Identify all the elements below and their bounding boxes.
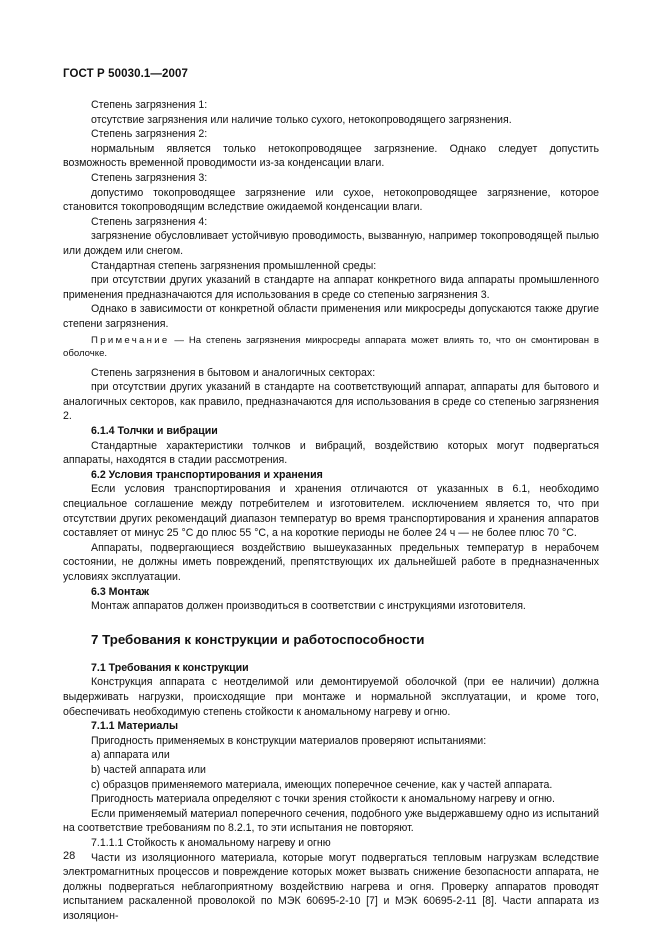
paragraph: Степень загрязнения 3: [91, 171, 208, 184]
document-header: ГОСТ Р 50030.1—2007 [63, 68, 188, 80]
section-heading: 6.1.4 Толчки и вибрации [91, 425, 218, 438]
paragraph: при отсутствии других указаний в стандарте на соответствующий аппарат, аппараты для бытового и аналогичных секторов, как правило, предназначаются для использования в среде со степенью загрязнения 2. [63, 381, 599, 423]
paragraph: при отсутствии других указаний в стандарте на аппарат конкретного вида аппараты промышленного применения предназначаются для использования в среде со степенью загрязнения 3. [63, 274, 599, 301]
paragraph: Пригодность применяемых в конструкции материалов проверяют испытаниями: [91, 734, 487, 747]
paragraph: Степень загрязнения 1: [91, 99, 208, 111]
paragraph: Степень загрязнения в бытовом и аналогичных секторах: [91, 366, 376, 379]
list-item: b) частей аппарата или [91, 763, 206, 776]
note [63, 334, 599, 361]
chapter-heading: 7 Требования к конструкции и работоспособности [91, 631, 425, 647]
paragraph: Степень загрязнения 2: [91, 128, 208, 141]
section-heading: 6.3 Монтаж [91, 585, 149, 598]
paragraph: Пригодность материала определяют с точки зрения стойкости к аномальному нагреву и огню. [91, 793, 555, 806]
paragraph: Если условия транспортирования и хранения отличаются от указанных в 6.1, необходимо специальное соглашение между потребителем и изготовителем. исключением является то, что при отсутствии других рекомендаций диапазон температур во время транспортирования и хранения аппаратов составляет от минус 25 °С до плюс 55 °С, а на короткие периоды не более 24 ч — не более плюс 70 °С. [63, 483, 599, 540]
paragraph: нормальным является только нетокопроводящее загрязнение. Однако следует допустить возможность временной проводимости из-за конденсации влаги. [63, 142, 599, 170]
paragraph: Конструкция аппарата с неотделимой или демонтируемой оболочкой (при ее наличии) должна выдерживать нагрузки, происходящие при монтаже и нормальной эксплуатации, и кроме того, обеспечивать необходимую степень стойкости к аномальному нагреву и огню. [63, 676, 599, 718]
note-text: — На степень загрязнения микросреды аппарата может влиять то, что он смонтирован в оболочке. [63, 334, 599, 360]
page-number: 28 [63, 850, 76, 862]
section-heading: 7.1 Требования к конструкции [91, 661, 249, 674]
paragraph: Части из изоляционного материала, которые могут подвергаться тепловым нагрузкам вследствие электромагнитных процессов и повреждение которых может вызвать снижение безопасности аппарата, не должны подвергаться неблагоприятному воздействию нагрева и огня. Проверку аппаратов проводят испытанием раскаленной проволокой по МЭК 60695-2-10 [7] и МЭК 60695-2-11 [8]. Части аппарата из изоляцион- [63, 851, 599, 922]
list-item: а) аппарата или [91, 749, 170, 762]
paragraph: загрязнение обусловливает устойчивую проводимость, вызванную, например токопроводящей пылью или дождем или снегом. [63, 230, 599, 257]
paragraph: отсутствие загрязнения или наличие только сухого, нетокопроводящего загрязнения. [91, 113, 512, 126]
note-label: Примечание [91, 334, 170, 346]
list-item: с) образцов применяемого материала, имеющих поперечное сечение, как у частей аппарата. [91, 778, 553, 791]
page-body [63, 98, 599, 923]
paragraph: Стандартные характеристики толчков и вибраций, воздействию которых могут подвергаться аппараты, находятся в стадии рассмотрения. [63, 439, 599, 467]
paragraph: Степень загрязнения 4: [91, 215, 208, 228]
paragraph: Стандартная степень загрязнения промышленной среды: [91, 259, 377, 272]
paragraph: Однако в зависимости от конкретной области применения или микросреды допускаются также другие степени загрязнения. [63, 303, 599, 330]
section-heading: 7.1.1 Материалы [91, 720, 179, 733]
paragraph: Аппараты, подвергающиеся воздействию вышеуказанных предельных температур в нерабочем состоянии, не должны иметь повреждений, препятствующих их дальнейшей работе в предназначенных условиях эксплуатации. [63, 541, 599, 583]
paragraph: Монтаж аппаратов должен производиться в соответствии с инструкциями изготовителя. [91, 600, 526, 613]
paragraph: допустимо токопроводящее загрязнение или сухое, нетокопроводящее загрязнение, которое становится токопроводящим вследствие ожидаемой конденсации влаги. [63, 186, 599, 214]
paragraph: Если применяемый материал поперечного сечения, подобного уже выдержавшему одно из испытаний на соответствие требованиям по 8.2.1, то эти испытания не повторяют. [63, 807, 599, 835]
section-heading: 6.2 Условия транспортирования и хранения [91, 468, 323, 481]
subsection-heading: 7.1.1.1 Стойкость к аномальному нагреву и огню [91, 836, 331, 849]
